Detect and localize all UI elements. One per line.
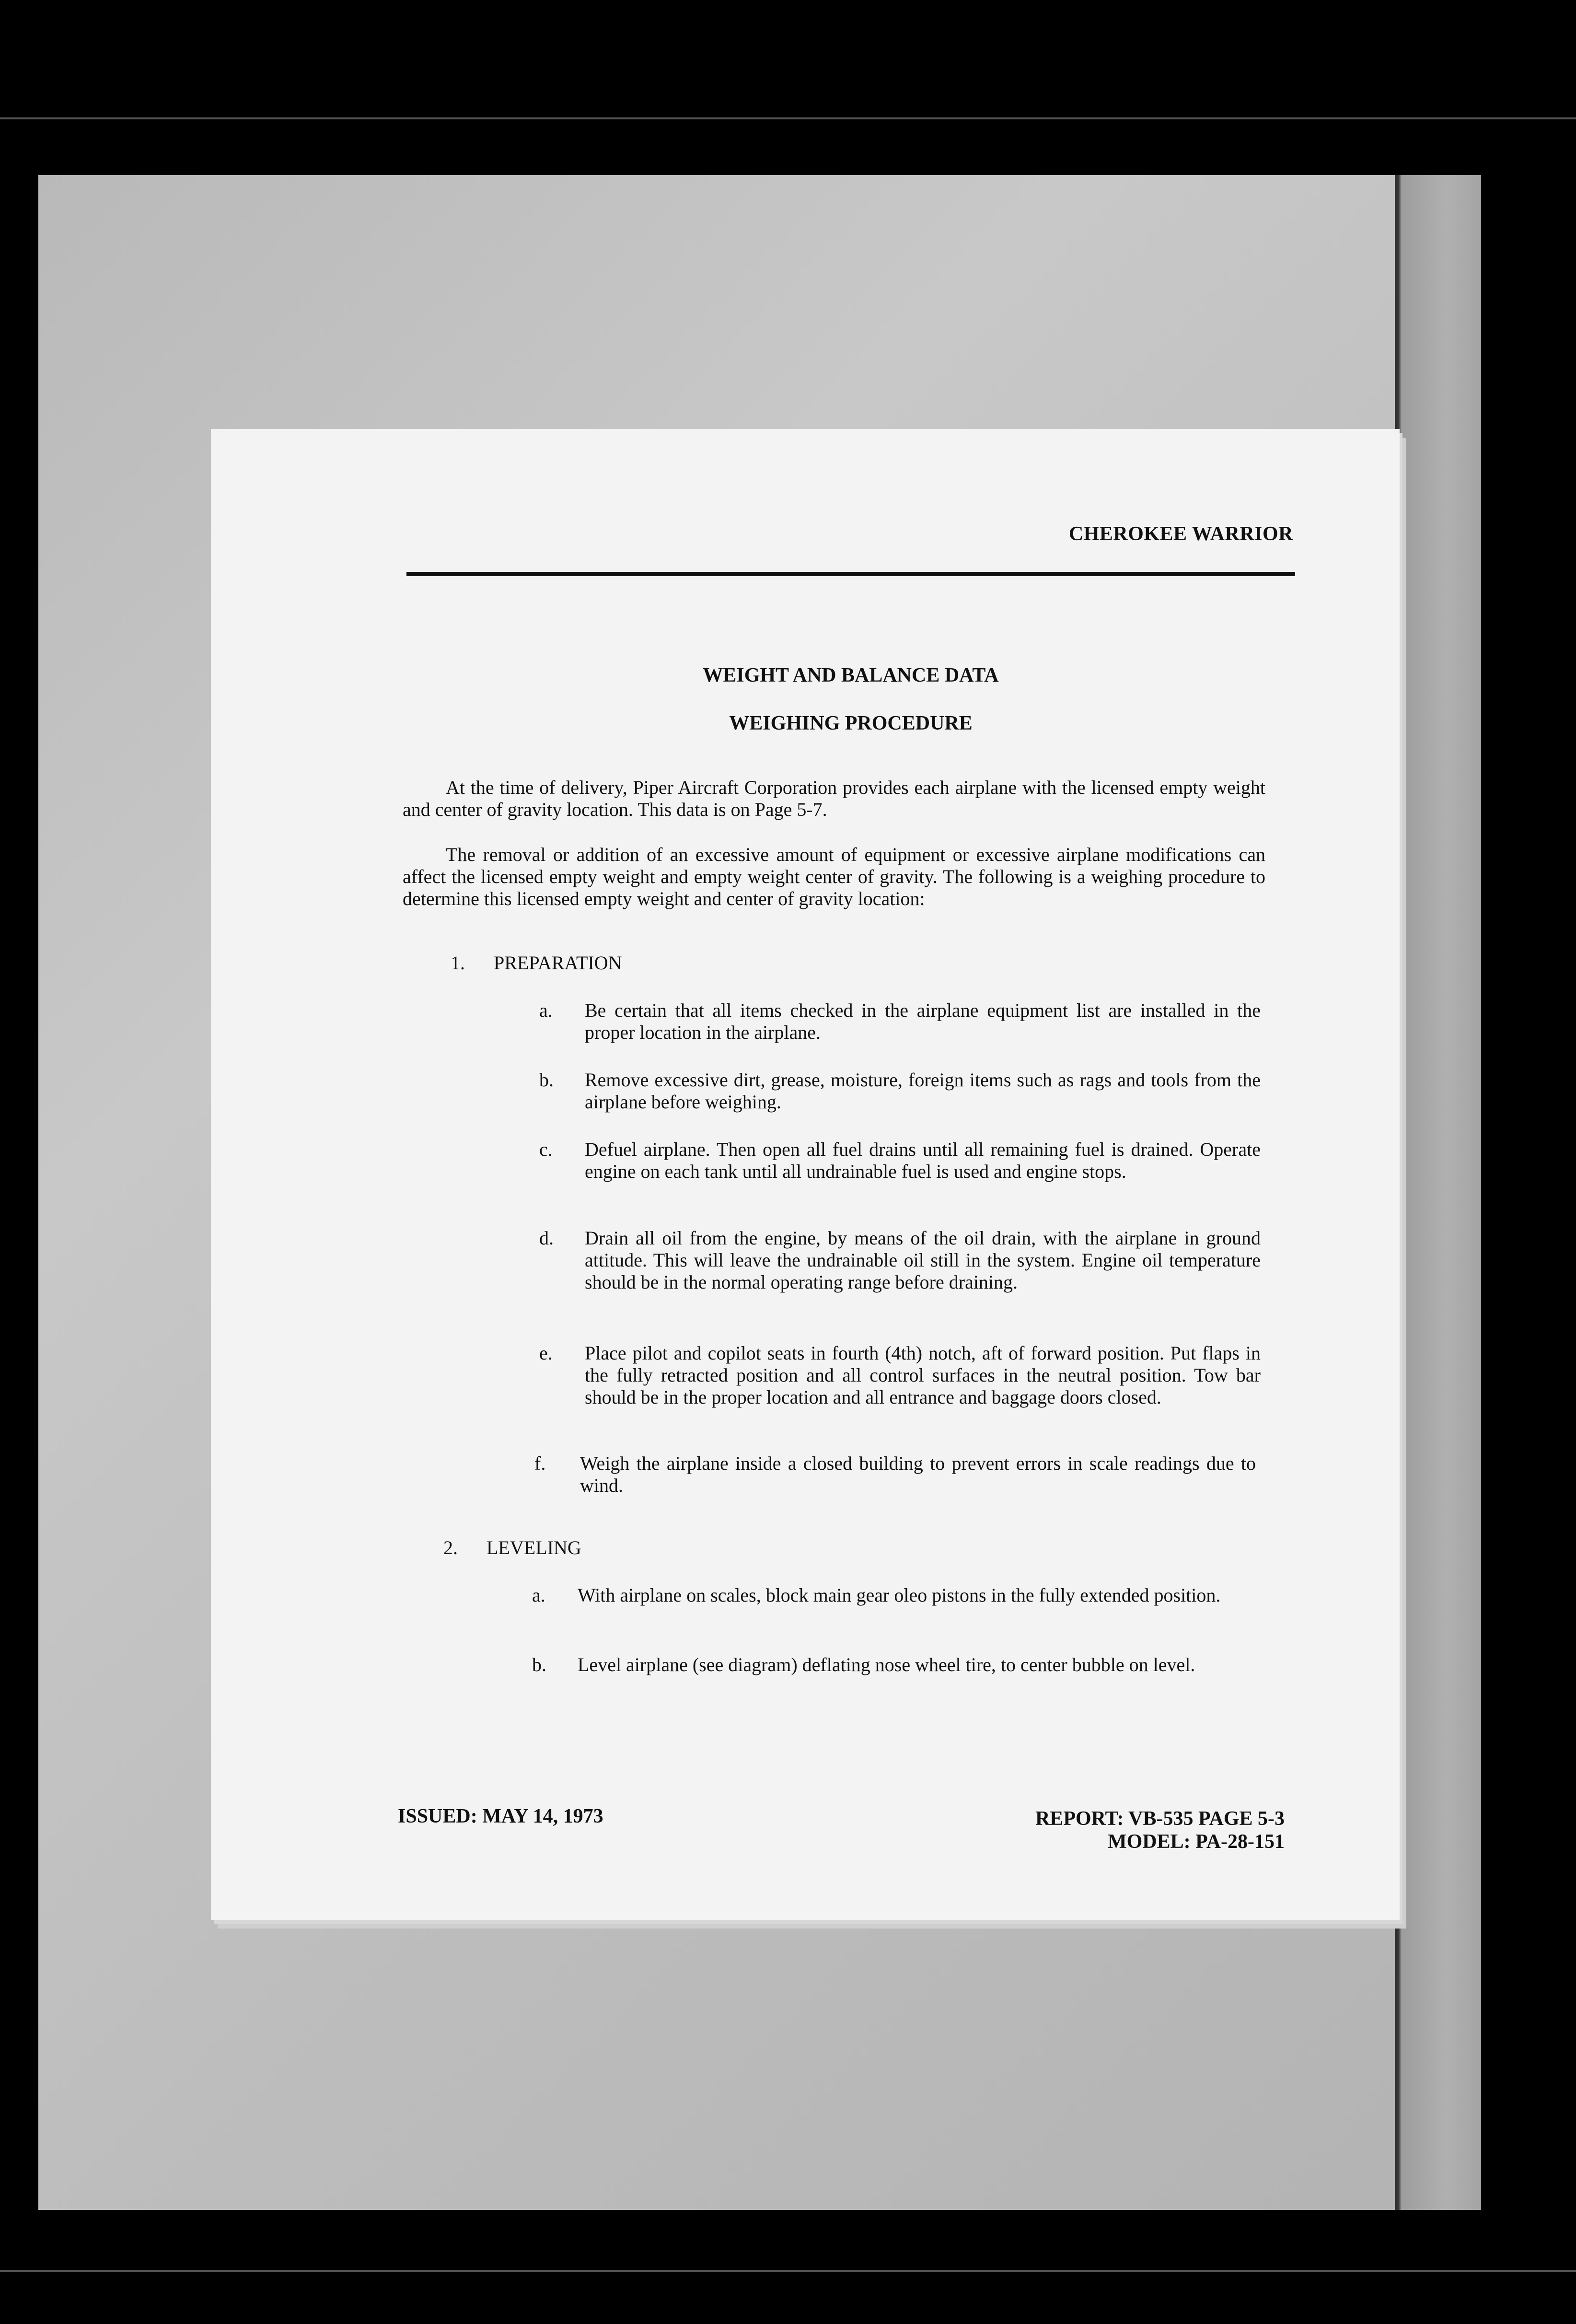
running-header: CHEROKEE WARRIOR	[1068, 523, 1293, 545]
film-frame-top-edge	[0, 117, 1576, 119]
item-text: Place pilot and copilot seats in fourth (4th) notch, aft of forward position. Put flaps in the fully retracted position and all control surfaces in the neutral position. Tow bar should be in the proper location and all entrance and baggage doors closed.	[585, 1342, 1261, 1408]
page-subtitle: WEIGHING PROCEDURE	[729, 712, 973, 734]
item-letter: b.	[539, 1069, 554, 1091]
item-letter: b.	[532, 1654, 546, 1675]
item-letter: a.	[532, 1584, 545, 1606]
section-heading-preparation	[451, 952, 622, 974]
item-text: With airplane on scales, block main gear oleo pistons in the fully extended position.	[578, 1584, 1221, 1606]
section-number: 1.	[451, 952, 465, 974]
section-title: PREPARATION	[494, 952, 622, 974]
film-frame-bottom-edge	[0, 2270, 1576, 2272]
section-title: LEVELING	[487, 1537, 581, 1558]
item-letter: e.	[539, 1342, 553, 1364]
item-text: Defuel airplane. Then open all fuel drains until all remaining fuel is drained. Operate engine on each tank until all undrainable fuel is used and engine stops.	[585, 1139, 1261, 1182]
item-text: Be certain that all items checked in the airplane equipment list are installed in the proper location in the airplane.	[585, 999, 1261, 1043]
page-title: WEIGHT AND BALANCE DATA	[703, 664, 999, 686]
item-letter: c.	[539, 1139, 553, 1160]
intro-paragraph: At the time of delivery, Piper Aircraft Corporation provides each airplane with the licensed empty weight and center of gravity location. This data is on Page 5-7.	[403, 777, 1265, 820]
issued-date: ISSUED: MAY 14, 1973	[398, 1805, 603, 1827]
section-heading-leveling	[443, 1536, 581, 1559]
section-number: 2.	[443, 1537, 458, 1558]
item-letter: f.	[534, 1452, 546, 1474]
backing-board-edge	[1395, 175, 1481, 2210]
item-text: Remove excessive dirt, grease, moisture, foreign items such as rags and tools from the airplane before weighing.	[585, 1069, 1261, 1113]
body-paragraph: The removal or addition of an excessive amount of equipment or excessive airplane modifications can affect the licensed empty weight and empty weight center of gravity. The following is a weighing procedure to determine this licensed empty weight and center of gravity location:	[403, 844, 1265, 909]
item-text: Level airplane (see diagram) deflating nose wheel tire, to center bubble on level.	[578, 1654, 1195, 1675]
header-rule	[406, 572, 1295, 576]
item-letter: a.	[539, 999, 553, 1021]
document-page	[211, 429, 1400, 1920]
report-number: REPORT: VB-535 PAGE 5-3	[1035, 1808, 1285, 1830]
item-text: Drain all oil from the engine, by means of the oil drain, with the airplane in ground attitude. This will leave the undrainable oil still in the system. Engine oil temperature should be in the normal operating range before draining.	[585, 1227, 1261, 1293]
report-model-block	[1035, 1807, 1285, 1853]
item-text: Weigh the airplane inside a closed building to prevent errors in scale readings due to wind.	[580, 1452, 1256, 1496]
model-number: MODEL: PA-28-151	[1108, 1831, 1285, 1853]
item-letter: d.	[539, 1227, 554, 1249]
